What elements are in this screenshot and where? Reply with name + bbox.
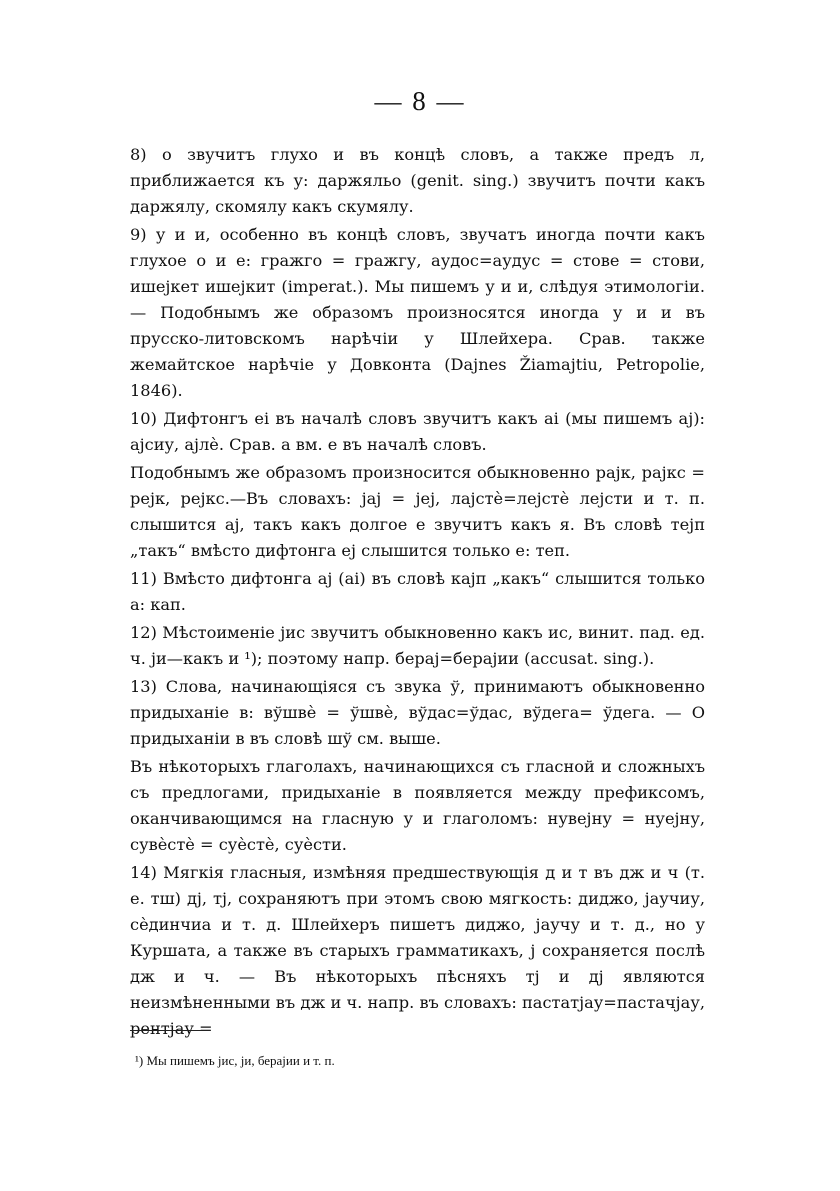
paragraph-9: 9) у и и, особенно въ концѣ словъ, звучатъ иногда почти какъ глухое о и е: гражго = гражгу, аудос=аудус = стове = стови, ишејкет ишејкит (imperat.). Мы пишемъ у и и, слѣдуя этимологіи. — Подобнымъ же образомъ произносятся иногда у и и въ прусско-литовскомъ нарѣчіи у Шлейхера. Срав. также жемайтское нарѣчіе у Довконта (Dajnes Žiamajtiu, Petropolie, 1846).	[130, 225, 705, 400]
paragraph-10-continued: Подобнымъ же образомъ произносится обыкновенно рајк, рајкс = рејк, рејкс.—Въ словахъ: јај = јеј, лајстѐ=лејстѐ лејсти и т. п. слышится ај, такъ какъ долгое е звучитъ какъ я. Въ словѣ тејп „такъ“ вмѣсто дифтонга еј слышится только е: теп.	[130, 463, 705, 560]
paragraph-13-continued: Въ нѣкоторыхъ глаголахъ, начинающихся съ гласной и сложныхъ съ предлогами, придыханіе в появляется между префиксомъ, оканчивающимся на гласную у и глаголомъ: нувејну = нуејну, сувѐстѐ = суѐстѐ, суѐсти.	[130, 757, 705, 854]
body-text	[130, 142, 705, 1044]
paragraph-11: 11) Вмѣсто дифтонга ај (аі) въ словѣ кајп „какъ“ слышится только а: кап.	[130, 569, 705, 614]
paragraph-14: 14) Мягкія гласныя, измѣняя предшествующія д и т въ дж и ч (т. е. тш) дј, тј, сохраняютъ при этомъ свою мягкость: диджо, јаучиу, сѐдинчиа и т. д. Шлейхеръ пишетъ диджо, јаучу и т. д., но у Куршата, а также въ старыхъ грамматикахъ, ј сохраняется послѣ дж и ч. — Въ нѣкоторыхъ пѣсняхъ тј и дј являются неизмѣненными въ дж и ч. напр. въ словахъ: пастатјау=пастачјау, рентјау =	[130, 863, 705, 1038]
footnote-divider	[130, 1030, 210, 1031]
page-number: — 8 —	[374, 86, 466, 116]
paragraph-13: 13) Слова, начинающіяся съ звука ў, принимаютъ обыкновенно придыханіе в: вўшвѐ = ўшвѐ, вўдас=ўдас, вўдега= ўдега. — О придыханіи в въ словѣ шў см. выше.	[130, 677, 705, 748]
footnote: ¹) Мы пишемъ јис, ји, берајии и т. п.	[135, 1053, 335, 1068]
paragraph-8: 8) о звучитъ глухо и въ концѣ словъ, а также предъ л, приближается къ у: даржяльо (genit. sing.) звучитъ почти какъ даржялу, скомялу какъ скумялу.	[130, 145, 705, 216]
paragraph-10: 10) Дифтонгъ еі въ началѣ словъ звучитъ какъ аі (мы пишемъ ај): ајсиу, ајлѐ. Срав. а вм. е въ началѣ словъ.	[130, 409, 705, 454]
paragraph-12: 12) Мѣстоименіе јис звучитъ обыкновенно какъ ис, винит. пад. ед. ч. ји—какъ и ¹); поэтому напр. берај=берајии (accusat. sing.).	[130, 623, 705, 668]
